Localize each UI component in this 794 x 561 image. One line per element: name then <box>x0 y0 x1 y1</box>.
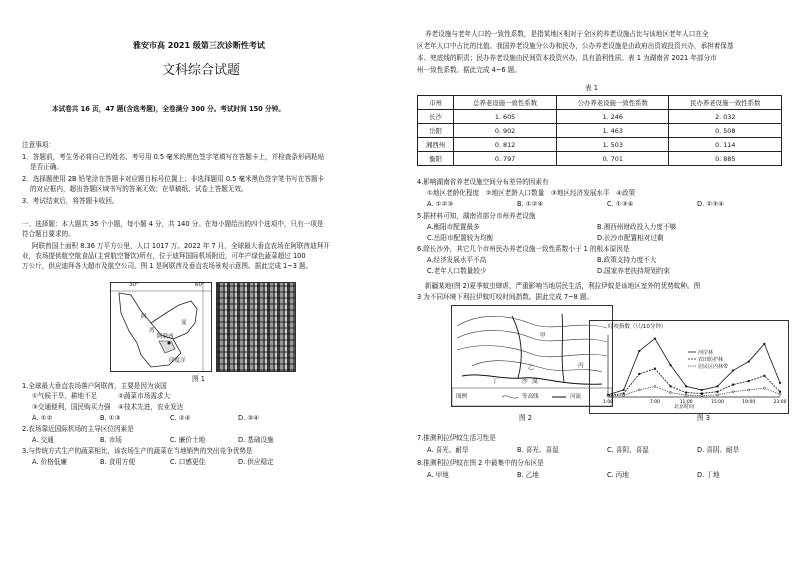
data-point <box>716 391 718 393</box>
data-point <box>701 392 703 394</box>
passage-line: 区老年人口中占比的比值。我国养老设施分公办和民办，公办养老设施是由政府出资或投资兴办，承担着保基 <box>417 42 734 50</box>
table-cell: 0. 797 <box>454 152 557 166</box>
table-row <box>418 152 782 166</box>
x-tick-label: 15:00 <box>710 400 724 405</box>
map-label: 漠 <box>532 379 538 385</box>
table-header: 市州 <box>418 96 454 110</box>
table-row <box>418 124 782 138</box>
data-point <box>685 392 687 394</box>
choice: C.岳阳市配置较为均衡 <box>427 234 494 242</box>
legend-entry: 居民区内林带 <box>698 364 729 370</box>
data-point <box>654 368 656 370</box>
passage-line: 州一致性系数。据此完成 4~6 题。 <box>417 66 521 74</box>
table-cell: 0. 885 <box>669 152 782 166</box>
passage-line: 阿联酋国土面积 8.36 万平方公里，人口 1017 万。2022 年 7 月，全球最大垂直农场在阿联酋迪拜开 <box>32 242 330 250</box>
notice-line: 的对应框内，超出答题区域书写的答案无效；在草稿纸、试卷上答题无效。 <box>30 185 248 193</box>
data-point <box>763 343 765 345</box>
data-point <box>732 369 734 371</box>
data-point <box>779 391 781 393</box>
table-cell: 1. 246 <box>557 110 669 124</box>
page-title: 文科综合试题 <box>162 63 241 78</box>
table-row <box>418 138 782 152</box>
data-point <box>748 380 750 382</box>
data-point <box>748 360 750 362</box>
data-point <box>685 385 687 387</box>
passage-line: 新疆某地(图 2)夏季蚊虫肆虐，严重影响当地居民生活，利拉伊蚊是该地区室外的优势蚊种。图 <box>425 282 701 290</box>
table-cell: 长沙 <box>418 110 454 124</box>
data-point <box>748 389 750 391</box>
data-point <box>623 389 625 391</box>
option: ①地区老龄化程度 ②地区老龄人口数量 ③地区经济发展水平 ④政策 <box>427 189 636 197</box>
passage-line: 本、兜底线的职责；民办养老设施由民间资本投资兴办，具有盈利性质。表 1 为湖南省 2021 年部分市 <box>417 54 717 62</box>
option: ①气候干旱，耕地不足 <box>32 392 98 400</box>
data-point <box>779 393 781 395</box>
choice: B. 喜光、喜湿 <box>517 446 559 454</box>
choice: B.政策支持力度不大 <box>597 256 657 264</box>
data-point <box>654 385 656 387</box>
data-point <box>607 395 609 397</box>
table-cell: 0. 508 <box>669 124 782 138</box>
legend-label: 河流 <box>570 394 582 400</box>
table-cell: 0. 902 <box>454 124 557 138</box>
choice: D. 基础设施 <box>238 436 274 444</box>
x-tick-label: 1:00 <box>602 400 614 405</box>
choice: D. 供应稳定 <box>238 458 274 466</box>
table-header-row <box>418 96 782 110</box>
data-point <box>623 394 625 396</box>
x-axis-label: 北京时间 <box>674 404 695 410</box>
exam-intro: 本试卷共 16 页，47 题(含选考题)，全卷满分 300 分。考试时间 150 分钟。 <box>52 105 285 113</box>
data-point <box>638 389 640 391</box>
choice: D. 丁地 <box>697 471 720 479</box>
question-stem: 8.推测利拉伊蚊在图 2 中最集中的分布区是 <box>417 459 544 467</box>
map-label: 阿联酋 <box>157 334 174 340</box>
data-point <box>670 385 672 387</box>
data-point <box>685 394 687 396</box>
map-label: 曼 <box>181 320 187 326</box>
passage-line: 万公斤，供应迪拜各大超市及航空公司。图 1 是阿联酋及垂直农场景观示意图。据此完成 1~3 题。 <box>22 262 313 270</box>
data-point <box>654 337 656 339</box>
choice: C. 喜阴、喜湿 <box>607 446 649 454</box>
notice-title: 注意事项： <box>22 141 55 149</box>
choice: B. 乙地 <box>517 471 539 479</box>
map-label: 印度洋 <box>169 358 186 364</box>
legend-entry: 农田防护林 <box>698 357 724 363</box>
data-point <box>779 382 781 384</box>
question-stem: 6.除长沙外，其它几个市州民办养老设施一致性系数小于 1 的根本原因是 <box>417 245 630 253</box>
bite-index-chart <box>589 320 789 414</box>
option: ④技术先进，农业发达 <box>118 403 184 411</box>
data-point <box>701 389 703 391</box>
data-table <box>417 95 782 166</box>
choice: D. ③④ <box>238 414 260 422</box>
data-point <box>732 384 734 386</box>
choice: B.湘西州财政投入力度不够 <box>597 223 677 231</box>
data-point <box>669 364 671 366</box>
map-label: 丁 <box>492 379 498 385</box>
notice-line: 1．答题前，考生务必将自己的姓名、考号用 0.5 毫米的黑色签字笔填写在答题卡上，并检查条形码粘贴 <box>22 153 325 161</box>
question-stem: 5.据材料可知，湖南省部分市州养老设施 <box>417 212 536 220</box>
data-point <box>716 385 718 387</box>
choice: A.经济发展水平不高 <box>427 256 487 264</box>
table-cell: 1. 463 <box>557 124 669 138</box>
map-label: 沙 <box>522 379 528 385</box>
table-header: 总养老设施一致性系数 <box>454 96 557 110</box>
option: ③交通便利，国民购买力强 <box>32 403 111 411</box>
choice: A. 交通 <box>32 436 54 444</box>
data-point <box>670 392 672 394</box>
exam-header: 雅安市高 2021 级第三次诊断性考试 <box>133 41 265 50</box>
map-label: 阿 <box>141 314 147 320</box>
data-point <box>638 373 640 375</box>
map-lat-label: 30° <box>129 282 139 288</box>
question-stem: 1.全球最大垂直农场落户阿联酋，主要是因为该国 <box>22 382 167 390</box>
choice: D.长沙市配置相对过剩 <box>597 234 664 242</box>
data-point <box>763 375 765 377</box>
question-stem: 3.与传统方式生产的蔬菜相比，该农场生产的蔬菜在当地销售的突出竞争优势是 <box>22 447 253 455</box>
table-header: 公办养老设施一致性系数 <box>557 96 669 110</box>
figure-caption: 图 3 <box>697 414 710 422</box>
table-cell: 衡阳 <box>418 152 454 166</box>
notice-line: 3．考试结束后，将答题卡收回。 <box>22 197 119 205</box>
question-stem: 2.农场靠近国际机场的主导区位因素是 <box>22 425 134 433</box>
choice: D.国家养老扶持规划约束 <box>597 267 671 275</box>
x-tick-label: 7:00 <box>649 400 660 405</box>
table-title: 表 1 <box>585 84 598 92</box>
figure-caption: 图 1 <box>192 375 205 383</box>
choice: B. 市场 <box>100 436 122 444</box>
choice: A. ①② <box>32 414 53 422</box>
x-tick-label: 11:00 <box>679 400 693 405</box>
table-cell: 0. 114 <box>669 138 782 152</box>
choice: B. ①②④ <box>517 200 544 208</box>
x-tick-label: 19:00 <box>742 400 756 405</box>
choice: B. ①③ <box>100 414 121 422</box>
choice: A. 价格低廉 <box>32 458 67 466</box>
series-line <box>608 369 780 396</box>
choice: C. 口感更佳 <box>170 458 206 466</box>
map-lon-label: 60° <box>195 282 205 288</box>
choice: A. 甲地 <box>427 471 449 479</box>
table-header: 民办养老设施一致性系数 <box>669 96 782 110</box>
choice: A.衡阳市配置最多 <box>427 223 480 231</box>
legend-label: 等高线 <box>522 394 539 400</box>
choice: C. ②④ <box>170 414 191 422</box>
section-instruction: 符合题目要求的。 <box>22 230 75 238</box>
notice-line: 2．选择题使用 2B 铅笔涂在答题卡对应题目标号位置上；非选择题用 0.5 毫米黑色签字笔书写在答题卡 <box>22 175 325 183</box>
choice: C. 廉价土地 <box>170 436 206 444</box>
series-line <box>608 339 780 395</box>
left-column <box>0 0 395 561</box>
choice: B. 食用方便 <box>100 458 136 466</box>
legend-entry: 河岸林 <box>698 350 714 356</box>
x-tick-label: 23:00 <box>773 400 787 405</box>
data-point <box>763 387 765 389</box>
data-point <box>701 395 703 397</box>
figure-caption: 图 2 <box>519 414 532 422</box>
question-stem: 4.影响湖南省养老设施空间分布差异的因素有 <box>417 178 549 186</box>
map-label: 甲 <box>540 333 546 339</box>
table-cell: 0. 701 <box>557 152 669 166</box>
map-label: 乙 <box>528 365 534 371</box>
table-cell: 2. 032 <box>669 110 782 124</box>
choice: C. 丙地 <box>607 471 629 479</box>
vertical-farm-photo <box>216 282 296 372</box>
map-label: 湾 <box>149 328 155 334</box>
choice: A. ①②③ <box>427 200 454 208</box>
choice: D. ②③④ <box>697 200 725 208</box>
choice: C.老年人口数量较少 <box>427 267 487 275</box>
table-cell: 1. 503 <box>557 138 669 152</box>
table-cell: 1. 605 <box>454 110 557 124</box>
choice: A. 喜光、耐旱 <box>427 446 469 454</box>
choice: C. ①③④ <box>607 200 634 208</box>
right-column <box>407 0 794 561</box>
table-row <box>418 110 782 124</box>
legend-label: 图例 <box>456 394 468 400</box>
table-cell: 岳阳 <box>418 124 454 138</box>
data-point <box>732 391 734 393</box>
choice: D. 喜阴、耐旱 <box>697 446 740 454</box>
question-stem: 7.推测利拉伊蚊生活习性是 <box>417 434 496 442</box>
passage-line: 养老设施与老年人口的一致性系数，是指某地区相对于全区的养老设施占比与该地区老年人口在全 <box>425 30 709 38</box>
passage-line: 3 为不同环境下利拉伊蚊叮咬时间指数。据此完成 7~8 题。 <box>417 293 594 301</box>
table-cell: 0. 812 <box>454 138 557 152</box>
option: ②蔬菜市场需求大 <box>118 392 171 400</box>
chart-title: 叮咬指数（只/10分钟） <box>608 324 667 330</box>
uae-map-figure <box>110 282 212 372</box>
map-label: 丙 <box>578 363 584 369</box>
passage-line: 业，农场提供航空航食品(主营航空餐饮)所有，位于迪拜国际机场附近，可年产绿色蔬菜超过 100 <box>22 252 306 260</box>
table-cell: 湘西州 <box>418 138 454 152</box>
notice-line: 是否正确。 <box>30 163 63 171</box>
data-point <box>638 350 640 352</box>
data-point <box>716 394 718 396</box>
chart-svg <box>590 321 788 413</box>
section-instruction: 一、选择题：本大题共 35 个小题，每小题 4 分，共 140 分。在每小题给出的四个选项中，只有一项是 <box>22 220 324 228</box>
